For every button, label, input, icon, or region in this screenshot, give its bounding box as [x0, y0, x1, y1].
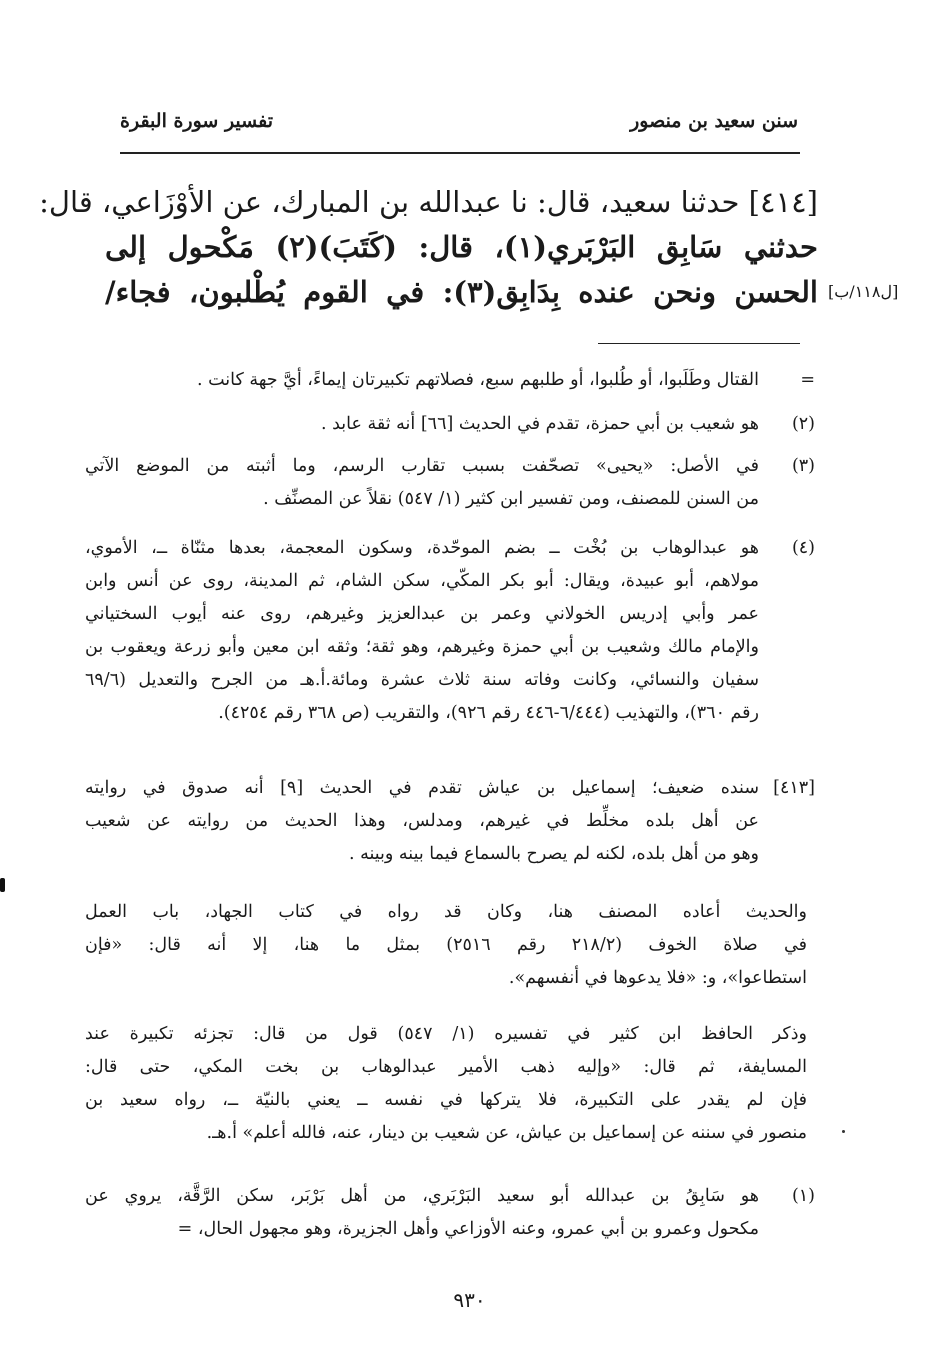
- footnote: [85, 896, 807, 995]
- header-rule: [120, 152, 800, 154]
- footnote-number: [٤١٣]: [773, 778, 815, 798]
- footnote-line: منصور في سننه عن إسماعيل بن عياش، عن شعيب بن دينار، عنه، فالله أعلم» أ.هـ.: [206, 1123, 807, 1143]
- footnote-row: [85, 565, 807, 598]
- footnote-number: (١): [791, 1186, 815, 1206]
- footnote-row: [85, 598, 807, 631]
- footnote-line: القتال وطَلَبوا، أو طُلبوا، أو طلبهم سبع، فصلاتهم تكبيرتان إيماءً، أيَّ جهة كانت .: [196, 370, 759, 390]
- footnote-row: [85, 450, 815, 483]
- running-header: [120, 110, 798, 140]
- footnote-line: سفيان والنسائي، وكانت وفاته سنة ثلاث عشرة ومائة.أ.هـ من الجرح والتعديل (٦٩/٦: [85, 670, 759, 690]
- hadith-line: حدثني سَابِق البَرْبَري(١)، قال: (كَتَبَ)(٢) مَكْحول إلى: [105, 230, 818, 264]
- footnote-line: والإمام مالك وشعيب بن أبي حمزة وغيرهم، وهو ثقة؛ وثقه ابن معين وأبو زرعة ويعقوب بن: [85, 637, 759, 657]
- footnote-row: [85, 1018, 807, 1051]
- footnote-row: [85, 532, 815, 565]
- footnote-line: عمر وأبي إدريس الخولاني وعمر بن عبدالعزيز وغيرهم، روى عنه أيوب السختياني: [85, 604, 759, 624]
- footnote-line: مكحول وعمرو بن أبي عمرو، وعنه الأوزاعي وأهل الجزيرة، وهو مجهول الحال، =: [177, 1219, 759, 1239]
- footnote: [85, 772, 815, 871]
- footnote-line: هو سَابِقُ بن عبدالله أبو سعيد البَرْبَري، من أهل بَرْبَر، سكن الرَّقَّة، يروي عن: [85, 1186, 759, 1206]
- footnote-row: [85, 838, 807, 871]
- footnote-row: [85, 483, 807, 516]
- footnote-row: [85, 1084, 807, 1117]
- footnote-number: (٢): [791, 414, 815, 434]
- footnote-line: في صلاة الخوف (٢١٨/٢ رقم ٢٥١٦) بمثل ما هنا، إلا أنه قال: «فإن: [85, 935, 808, 955]
- footnote-row: [85, 929, 807, 962]
- footnote-line: في الأصل: «يحيى» تصحّفت بسبب تقارب الرسم، وما أثبته من الموضع الآتي: [85, 456, 759, 476]
- footnote-row: [85, 408, 815, 441]
- footnote: [85, 1018, 807, 1150]
- footnote-row: [85, 1051, 807, 1084]
- footnote-line: من السنن للمصنف، ومن تفسير ابن كثير (١/ ٥٤٧) نقلاً عن المصنِّف .: [263, 489, 759, 509]
- book-title: سنن سعيد بن منصور: [630, 110, 798, 132]
- footnote-row: [85, 1117, 807, 1150]
- hadith-line: الحسن ونحن عنده بِدَابِق(٣): في القوم يُطْلبون، فجاء/: [105, 275, 818, 309]
- footnote-line: استطاعوا»، و: «فلا يدعوها في أنفسهم».: [508, 968, 807, 988]
- footnote-line: عن أهل بلده مخلِّط في غيرهم، ومدلس، وهذا الحديث من روايته عن شعيب: [85, 811, 759, 831]
- footnote-row: [85, 805, 807, 838]
- footnote-line: فإن لم يقدر على التكبيرة، فلا يتركها في نفسه ــ يعني بالنيّة ــ، رواه سعيد بن: [85, 1090, 807, 1110]
- footnote: [85, 1180, 815, 1246]
- footnote-row: [85, 896, 807, 929]
- footnote-number: (٣): [791, 456, 815, 476]
- page-number: ٩٣٠: [453, 1288, 486, 1312]
- footnote-number: =: [800, 370, 815, 390]
- footnote-number: (٤): [791, 538, 815, 558]
- footnote-line: وهو من أهل بلده، لكنه لم يصرح بالسماع فيما بينه وبينه .: [348, 844, 759, 864]
- footnote-row: [85, 664, 807, 697]
- footnote-line: سنده ضعيف؛ إسماعيل بن عياش تقدم في الحديث [٩] أنه صدوق في روايته: [85, 778, 759, 798]
- footnote-row: [85, 772, 815, 805]
- footnote-row: [85, 631, 807, 664]
- footnote-line: هو شعيب بن أبي حمزة، تقدم في الحديث [٦٦] أنه ثقة عابد .: [320, 414, 759, 434]
- footnote: [85, 532, 815, 730]
- footnote-row: [85, 364, 815, 397]
- footnote-line: والحديث أعاده المصنف هنا، وكان قد رواه في كتاب الجهاد، باب العمل: [85, 902, 807, 922]
- hadith-line: [٤١٤] حدثنا سعيد، قال: نا عبدالله بن المبارك، عن الأوْزَاعي، قال:: [39, 185, 818, 219]
- footnote-line: المسايفة، ثم قال: «وإليه ذهب الأمير عبدالوهاب بن بخت المكي، حتى قال:: [85, 1057, 807, 1077]
- footnote-line: وذكر الحافظ ابن كثير في تفسيره (١/ ٥٤٧) قول من قال: تجزئه تكبيرة عند: [85, 1024, 808, 1044]
- scan-mark: [0, 878, 5, 892]
- footnote-row: [85, 1213, 807, 1246]
- footnote: [85, 450, 815, 516]
- footnote-row: [85, 697, 807, 730]
- footnote-line: مولاهم، أبو عبيدة، ويقال: أبو بكر المكّي، سكن الشام، ثم المدينة، روى عن أنس وابن: [85, 571, 759, 591]
- manuscript-folio-note: [ل١١٨/ب]: [828, 282, 899, 301]
- footnote-row: [85, 1180, 815, 1213]
- scan-speck: [842, 1130, 845, 1133]
- footnote: [85, 408, 815, 441]
- hadith-text: [39, 180, 818, 315]
- footnote-row: [85, 962, 807, 995]
- footnote-line: هو عبدالوهاب بن بُخْت ــ بضم الموحّدة، وسكون المعجمة، بعدها مثنّاة ــ، الأموي،: [85, 538, 759, 558]
- chapter-title: تفسير سورة البقرة: [120, 110, 274, 132]
- footnote: [85, 364, 815, 397]
- footnote-rule: [598, 343, 800, 344]
- footnote-line: رقم ٣٦٠)، والتهذيب (٦/٤٤٤-٤٤٦ رقم ٩٢٦)، والتقريب (ص ٣٦٨ رقم ٤٢٥٤).: [218, 703, 759, 723]
